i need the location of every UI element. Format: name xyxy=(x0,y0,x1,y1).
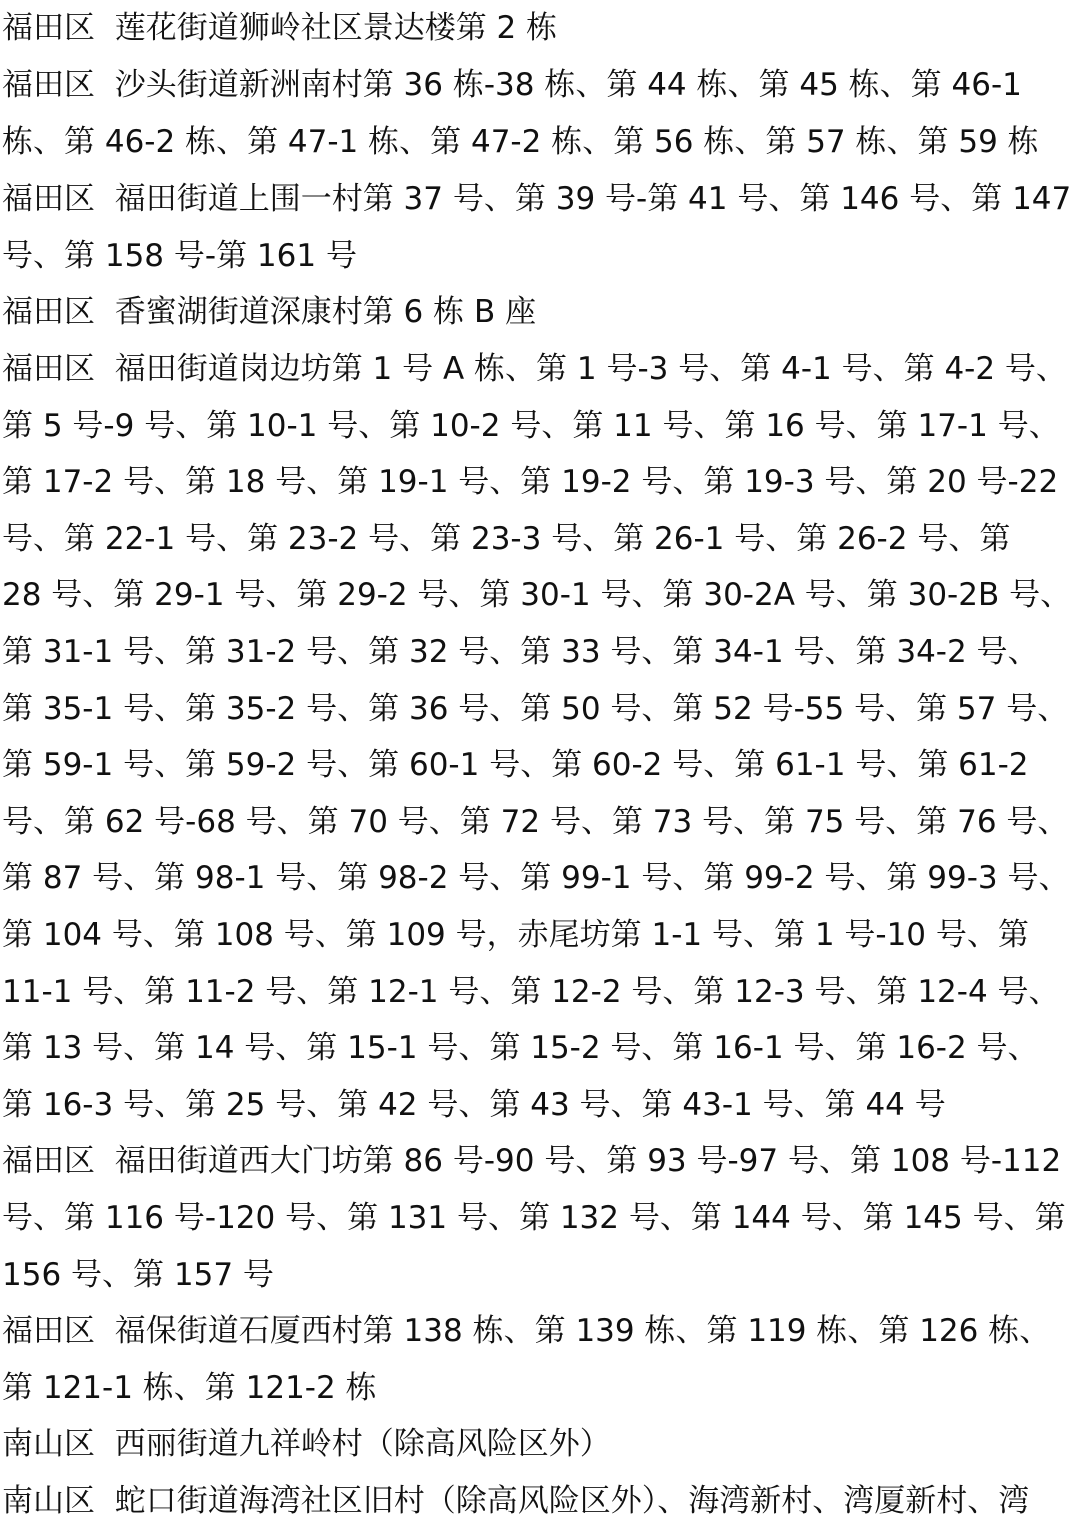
text-line: 第 121-1 栋、第 121-2 栋 xyxy=(2,1370,377,1406)
text-line: 福田区 福田街道岗边坊第 1 号 A 栋、第 1 号-3 号、第 4-1 号、第 4-2 号、 xyxy=(2,351,1067,387)
text-line: 第 31-1 号、第 31-2 号、第 32 号、第 33 号、第 34-1 号、第 34-2 号、 xyxy=(2,634,1039,670)
text-line: 第 16-3 号、第 25 号、第 42 号、第 43 号、第 43-1 号、第 44 号 xyxy=(2,1087,946,1123)
text-line: 福田区 福田街道西大门坊第 86 号-90 号、第 93 号-97 号、第 108 号-112 xyxy=(2,1143,1062,1179)
text-line: 号、第 116 号-120 号、第 131 号、第 132 号、第 144 号、第 145 号、第 xyxy=(2,1200,1066,1236)
text-line: 11-1 号、第 11-2 号、第 12-1 号、第 12-2 号、第 12-3 号、第 12-4 号、 xyxy=(2,974,1060,1010)
text-line: 栋、第 46-2 栋、第 47-1 栋、第 47-2 栋、第 56 栋、第 57 栋、第 59 栋 xyxy=(2,124,1039,160)
text-line: 福田区 福田街道上围一村第 37 号、第 39 号-第 41 号、第 146 号、第 147 xyxy=(2,181,1072,217)
text-line: 第 5 号-9 号、第 10-1 号、第 10-2 号、第 11 号、第 16 号、第 17-1 号、 xyxy=(2,408,1060,444)
text-line: 南山区 蛇口街道海湾社区旧村（除高风险区外）、海湾新村、湾厦新村、湾 xyxy=(2,1483,1030,1519)
text-line: 第 87 号、第 98-1 号、第 98-2 号、第 99-1 号、第 99-2 号、第 99-3 号、 xyxy=(2,860,1070,896)
text-line: 第 13 号、第 14 号、第 15-1 号、第 15-2 号、第 16-1 号、第 16-2 号、 xyxy=(2,1030,1039,1066)
text-line: 28 号、第 29-1 号、第 29-2 号、第 30-1 号、第 30-2A 号、第 30-2B 号、 xyxy=(2,577,1072,613)
text-line: 第 59-1 号、第 59-2 号、第 60-1 号、第 60-2 号、第 61-1 号、第 61-2 xyxy=(2,747,1029,783)
text-line: 156 号、第 157 号 xyxy=(2,1257,274,1293)
text-line: 第 17-2 号、第 18 号、第 19-1 号、第 19-2 号、第 19-3 号、第 20 号-22 xyxy=(2,464,1059,500)
text-line: 号、第 158 号-第 161 号 xyxy=(2,238,357,274)
text-line: 福田区 福保街道石厦西村第 138 栋、第 139 栋、第 119 栋、第 126 栋、 xyxy=(2,1313,1051,1349)
text-line: 福田区 莲花街道狮岭社区景达楼第 2 栋 xyxy=(2,10,558,46)
text-line: 号、第 62 号-68 号、第 70 号、第 72 号、第 73 号、第 75 号、第 76 号、 xyxy=(2,804,1069,840)
text-line: 第 35-1 号、第 35-2 号、第 36 号、第 50 号、第 52 号-55 号、第 57 号、 xyxy=(2,691,1069,727)
text-line: 南山区 西丽街道九祥岭村（除高风险区外） xyxy=(2,1426,611,1462)
text-line: 福田区 沙头街道新洲南村第 36 栋-38 栋、第 44 栋、第 45 栋、第 46-1 xyxy=(2,67,1022,103)
text-line: 第 104 号、第 108 号、第 109 号，赤尾坊第 1-1 号、第 1 号-10 号、第 xyxy=(2,917,1029,953)
text-line: 福田区 香蜜湖街道深康村第 6 栋 B 座 xyxy=(2,294,537,330)
text-line: 号、第 22-1 号、第 23-2 号、第 23-3 号、第 26-1 号、第 26-2 号、第 xyxy=(2,521,1011,557)
